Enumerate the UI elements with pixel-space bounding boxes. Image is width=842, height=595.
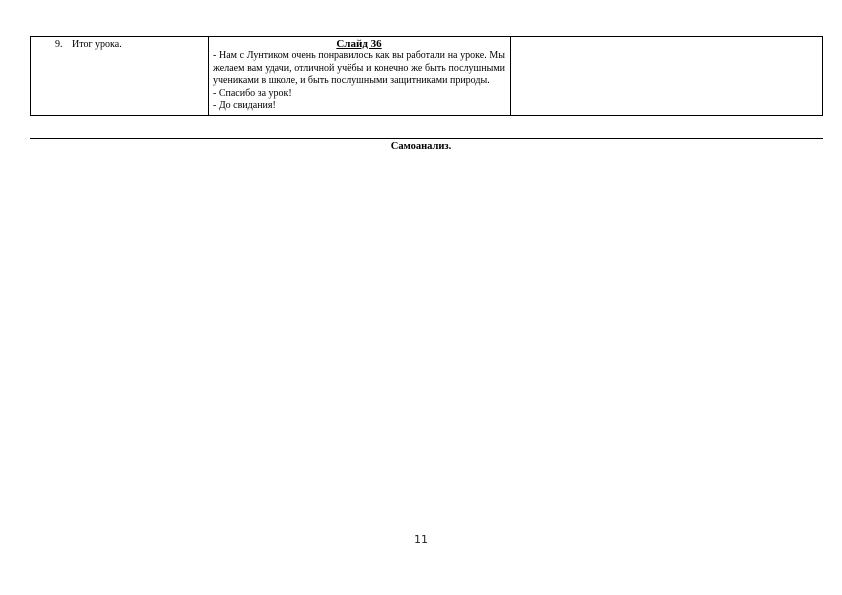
- page-number: 11: [414, 533, 428, 546]
- thanks-line: - Спасибо за урок!: [213, 87, 292, 99]
- table-bottom-rule: [30, 138, 823, 139]
- self-analysis-heading: Самоанализ.: [390, 141, 452, 152]
- goodbye-line: - До свидания!: [213, 100, 276, 112]
- table-row: [31, 37, 823, 116]
- stage-cell: [31, 37, 209, 116]
- stage-number: 9.: [55, 39, 63, 50]
- stage-title: Итог урока.: [72, 39, 122, 50]
- slide-title: Слайд 36: [336, 38, 382, 50]
- notes-cell: [511, 37, 823, 116]
- closing-paragraph: - Нам с Лунтиком очень понравилось как вы работали на уроке. Мы желаем вам удачи, отличной учёбы и конечно же быть послушными учениками в школе, и быть послушными защитниками природы.: [213, 50, 505, 87]
- content-cell: [209, 37, 511, 116]
- lesson-plan-table: [30, 36, 823, 116]
